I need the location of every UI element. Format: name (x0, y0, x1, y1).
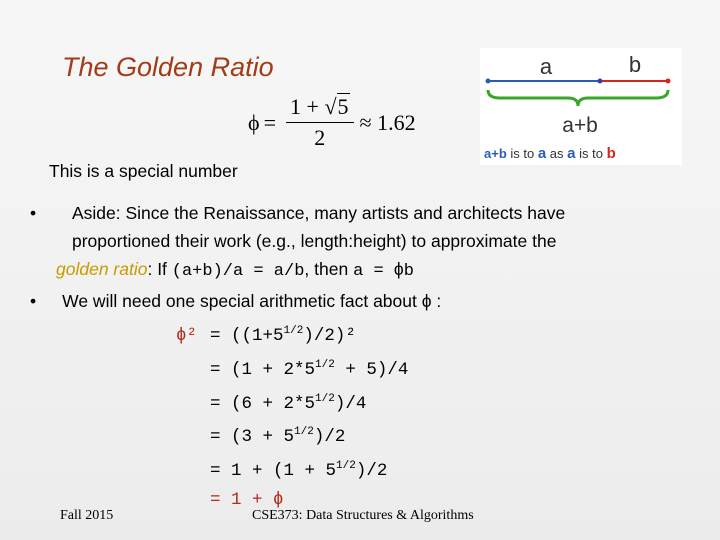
derivation-row (176, 418, 408, 452)
sqrt-symbol: √ (324, 94, 337, 119)
label-b: b (628, 52, 642, 77)
label-a-plus-b: a+b (562, 114, 598, 137)
b-var: b (403, 262, 414, 281)
colon-if: : If (147, 259, 172, 279)
bullet-dot-2: • (30, 291, 37, 311)
derivation-row (176, 385, 408, 419)
row-post: )/4 (334, 393, 367, 414)
caption-a1: a (537, 145, 547, 162)
bullet-dot: • (30, 203, 37, 223)
radicand: 5 (337, 94, 349, 119)
row-eq: = (210, 427, 232, 448)
row-eq: = (210, 359, 232, 380)
derivation-row (176, 452, 408, 486)
a-equals: a = (353, 262, 394, 281)
numerator-prefix: 1 + (290, 94, 325, 119)
golden-ratio-diagram (480, 48, 682, 165)
diagram-svg (480, 48, 682, 165)
row-eq: = (210, 325, 232, 346)
bullet-arith-fact (30, 291, 441, 312)
bullet-aside (30, 199, 650, 286)
fraction-denominator: 2 (314, 125, 326, 150)
row-eq: = (210, 490, 232, 511)
slide-title: The Golden Ratio (62, 52, 274, 82)
footer-course: CSE373: Data Structures & Algorithms (252, 508, 474, 523)
row-sup: 1/2 (315, 358, 335, 371)
row-post: + 5)/4 (334, 359, 409, 380)
row-sup: 1/2 (336, 460, 356, 473)
endpoint-right (666, 79, 671, 84)
footer-term: Fall 2015 (60, 508, 114, 523)
diagram-caption (484, 145, 616, 162)
fraction-numerator (286, 94, 354, 123)
phi-squared: ϕ² (176, 325, 198, 346)
phi-inline: ϕ (393, 259, 404, 279)
then-text: , then (304, 259, 354, 279)
row-pre: (6 + 2*5 (231, 393, 316, 414)
phi-symbol: ϕ (248, 109, 260, 135)
fraction (286, 94, 354, 151)
approx-value: ≈ 1.62 (359, 109, 416, 135)
endpoint-middle (598, 79, 603, 84)
aside-line-1: Aside: Since the Renaissance, many artists and architects have (72, 203, 566, 223)
ratio-equation: (a+b)/a = a/b (171, 262, 305, 281)
caption-a2: a (567, 145, 576, 162)
row-pre: 1 + (1 + 5 (231, 461, 337, 482)
derivation (176, 317, 408, 515)
row-sup: 1/2 (283, 325, 304, 337)
caption-b: b (606, 145, 616, 162)
row-post: )/2 (355, 461, 388, 482)
derivation-row (176, 317, 408, 351)
aside-line-2: proportioned their work (e.g., length:height) to approximate the (72, 231, 557, 251)
arith-fact-text: We will need one special arithmetic fact about (62, 291, 422, 311)
row-pre: 1 + (231, 490, 274, 511)
label-a: a (539, 54, 553, 79)
colon: : (431, 291, 442, 311)
row-eq: = (210, 461, 232, 482)
phi-final: ϕ (273, 490, 284, 511)
row-post: )/2)² (303, 325, 356, 346)
row-pre: ((1+5 (231, 325, 284, 346)
row-pre: (1 + 2*5 (231, 359, 316, 380)
special-number-text: This is a special number (49, 161, 238, 181)
row-post: )/2 (313, 427, 346, 448)
caption-is-to-2: is to (575, 146, 607, 161)
golden-ratio-term: golden ratio (56, 259, 148, 279)
sqrt-icon (324, 94, 349, 120)
row-sup: 1/2 (315, 392, 335, 405)
phi-inline-2: ϕ (421, 291, 432, 311)
caption-as: as (546, 146, 568, 161)
golden-ratio-formula (248, 94, 416, 151)
equals-sign: = (263, 109, 277, 135)
caption-is-to-1: is to (506, 146, 538, 161)
row-pre: (3 + 5 (231, 427, 295, 448)
caption-ab: a+b (484, 146, 507, 161)
row-sup: 1/2 (294, 426, 314, 439)
endpoint-left (486, 79, 491, 84)
brace-icon (488, 90, 668, 106)
row-eq: = (210, 393, 232, 414)
aside-line-3 (56, 255, 650, 286)
derivation-row (176, 351, 408, 385)
